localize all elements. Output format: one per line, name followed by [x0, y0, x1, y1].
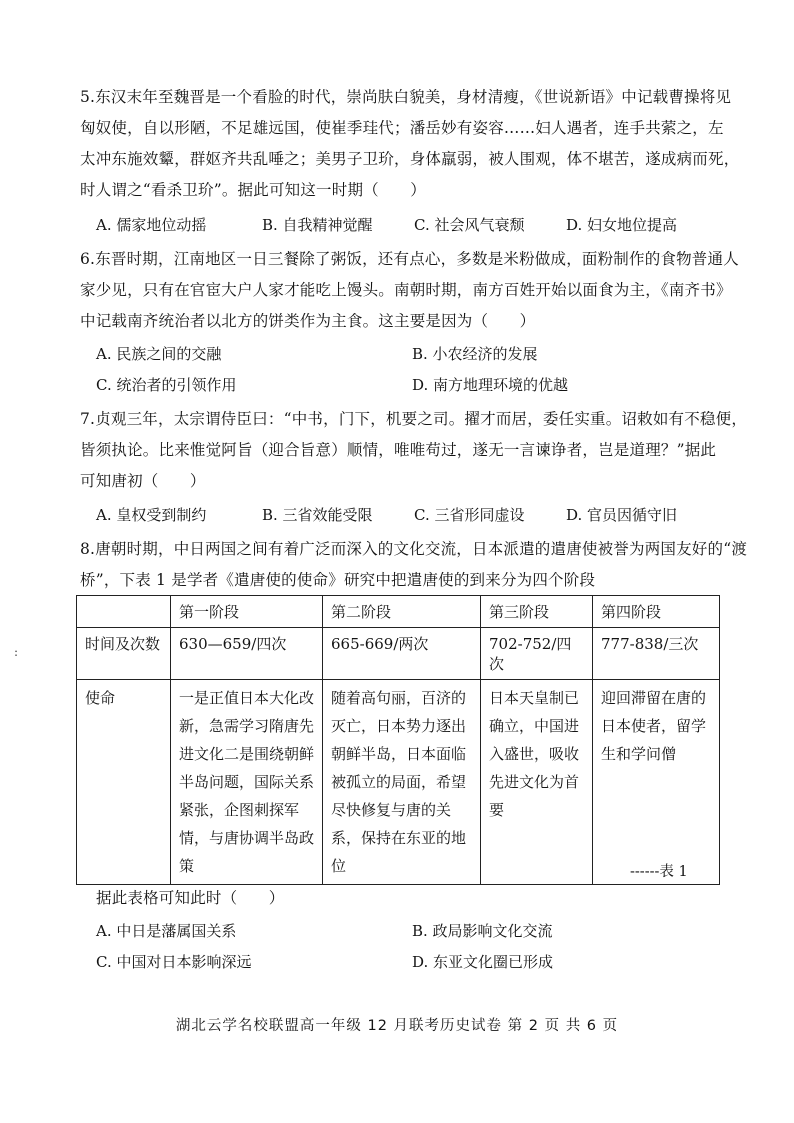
question-6-line-2: 家少见，只有在官宦大户人家才能吃上馒头。南朝时期，南方百姓开始以面食为主，《南齐书》 [80, 281, 732, 299]
table-cell: 630—659/四次 [171, 628, 323, 680]
question-8-option-a[interactable]: A. 中日是藩属国关系 [96, 922, 237, 940]
table-cell: 一是正值日本大化改新，急需学习隋唐先进文化二是围绕朝鲜半岛问题，国际关系紧张，企图刺探军情，与唐协调半岛政策 [171, 680, 323, 885]
question-7-line-1: 7.贞观三年，太宗谓侍臣曰：“中书，门下，机要之司。擢才而居，委任实重。诏敕如有不稳便， [80, 410, 748, 428]
table-cell: 迎回滞留在唐的日本使者，留学生和学问僧 [593, 680, 720, 885]
question-8-option-b[interactable]: B. 政局影响文化交流 [412, 922, 553, 940]
question-6-option-b[interactable]: B. 小农经济的发展 [412, 345, 538, 363]
question-5-line-3: 太冲东施效颦，群妪齐共乱唾之；美男子卫玠，身体羸弱，被人围观，体不堪苦，遂成病而死， [80, 150, 740, 168]
question-5-option-b[interactable]: B. 自我精神觉醒 [262, 216, 373, 234]
table-header-cell: 第三阶段 [481, 596, 593, 628]
question-7-line-2: 皆须执论。比来惟觉阿旨（迎合旨意）顺情，唯唯苟过，遂无一言谏诤者，岂是道理？”据此 [80, 441, 717, 459]
question-6-line-3: 中记载南齐统治者以北方的饼类作为主食。这主要是因为（ ） [80, 312, 536, 330]
table-header-cell: 第四阶段 [593, 596, 720, 628]
question-6-line-1: 6.东晋时期，江南地区一日三餐除了粥饭，还有点心，多数是米粉做成，面粉制作的食物普通人 [80, 250, 739, 268]
question-7-line-3: 可知唐初（ ） [80, 472, 206, 490]
question-7-option-d[interactable]: D. 官员因循守旧 [566, 506, 678, 524]
question-8-line-1: 8.唐朝时期，中日两国之间有着广泛而深入的文化交流，日本派遣的遣唐使被誉为两国友好的“渡 [80, 540, 748, 558]
question-8-line-2: 桥”，下表 1 是学者《遣唐使的使命》研究中把遣唐使的到来分为四个阶段 [80, 571, 596, 589]
table-cell: 777-838/三次 [593, 628, 720, 680]
table-cell: 665-669/两次 [323, 628, 481, 680]
table-cell: 使命 [77, 680, 171, 885]
question-8-stem: 据此表格可知此时（ ） [96, 889, 285, 907]
question-5-option-d[interactable]: D. 妇女地位提高 [566, 216, 678, 234]
question-6-option-c[interactable]: C. 统治者的引领作用 [96, 376, 237, 394]
table-header-cell: 第一阶段 [171, 596, 323, 628]
table-row-time [77, 628, 720, 680]
table-header-cell [77, 596, 171, 628]
table-cell: 时间及次数 [77, 628, 171, 680]
table-header-row [77, 596, 720, 628]
question-7-option-b[interactable]: B. 三省效能受限 [262, 506, 373, 524]
question-5-option-c[interactable]: C. 社会风气衰颓 [414, 216, 525, 234]
table-row-mission [77, 680, 720, 885]
question-6-option-d[interactable]: D. 南方地理环境的优越 [412, 376, 569, 394]
envoy-stages-table [76, 595, 720, 885]
table-header-cell: 第二阶段 [323, 596, 481, 628]
question-5-line-4: 时人谓之“看杀卫玠”。据此可知这一时期（ ） [80, 181, 426, 199]
table-cell: 随着高句丽，百济的灭亡，日本势力逐出朝鲜半岛，日本面临被孤立的局面，希望尽快修复与唐的关系，保持在东亚的地位 [323, 680, 481, 885]
question-5-option-a[interactable]: A. 儒家地位动摇 [96, 216, 207, 234]
table-cell: 702-752/四次 [481, 628, 593, 680]
question-6-option-a[interactable]: A. 民族之间的交融 [96, 345, 222, 363]
question-8-option-c[interactable]: C. 中国对日本影响深远 [96, 953, 252, 971]
table-caption: ------表 1 [630, 864, 688, 880]
question-5-line-2: 匈奴使，自以形陋，不足雄远国，使崔季珪代；潘岳妙有姿容……妇人遇者，连手共萦之，左 [80, 119, 724, 137]
table-cell: 日本天皇制已确立，中国进入盛世，吸收先进文化为首要 [481, 680, 593, 885]
page-footer: 湖北云学名校联盟高一年级 12 月联考历史试卷 第 2 页 共 6 页 [175, 1018, 619, 1034]
question-8-option-d[interactable]: D. 东亚文化圈已形成 [412, 953, 554, 971]
margin-mark: : [14, 645, 19, 659]
question-5-line-1: 5.东汉末年至魏晋是一个看脸的时代，崇尚肤白貌美，身材清瘦，《世说新语》中记载曹操将见 [80, 88, 732, 106]
question-7-option-a[interactable]: A. 皇权受到制约 [96, 506, 207, 524]
question-7-option-c[interactable]: C. 三省形同虚设 [414, 506, 525, 524]
